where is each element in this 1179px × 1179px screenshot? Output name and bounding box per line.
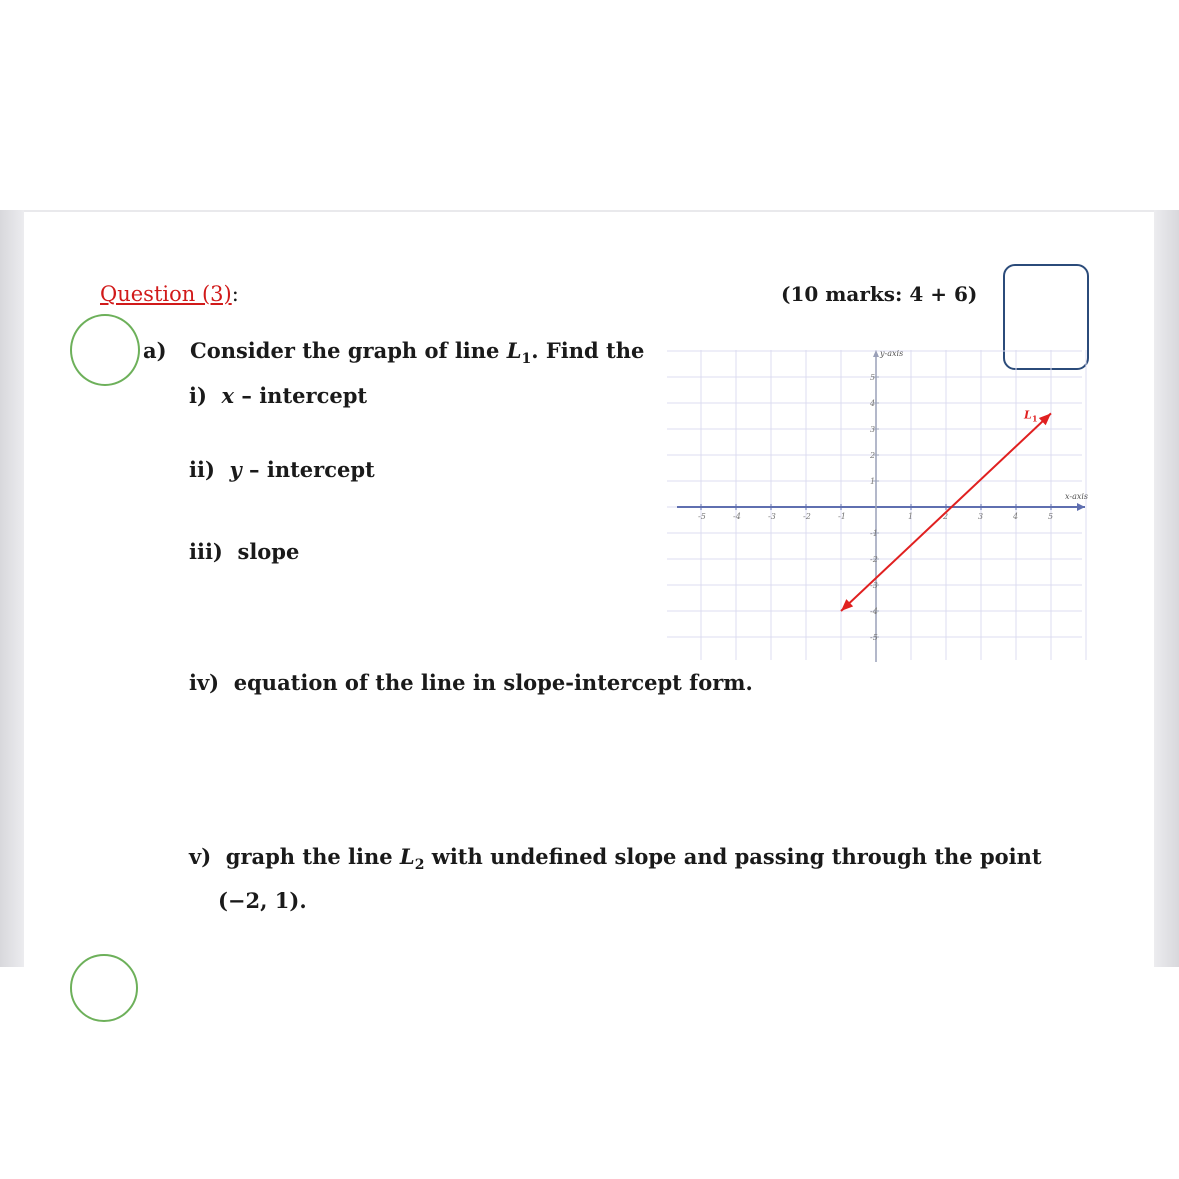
x-tick-label: 1 — [908, 512, 914, 521]
item-graph-l2-point: (−2, 1). — [218, 888, 307, 913]
page-shadow-left — [0, 210, 24, 967]
y-tick-label: -3 — [870, 581, 878, 590]
page-shadow-right — [1154, 210, 1179, 967]
question-title: Question (3): — [100, 282, 239, 306]
item-slope: iii) slope — [189, 539, 300, 564]
y-axis-label: y-axis — [880, 349, 904, 358]
item-graph-l2: v) graph the line $L_2$ with undefined slope and passing through the point — [189, 844, 1042, 874]
x-tick-label: -1 — [838, 512, 846, 521]
x-tick-label: 3 — [978, 512, 984, 521]
y-tick-label: 4 — [870, 399, 876, 408]
part-a-intro: Consider the graph of line $L_1$. Find the — [190, 338, 645, 368]
y-tick-label: -2 — [870, 555, 878, 564]
x-tick-label: 5 — [1048, 512, 1054, 521]
x-tick-label: -3 — [768, 512, 776, 521]
x-axis-arrow — [1077, 503, 1085, 511]
line-l1-label: L — [1024, 408, 1032, 422]
coordinate-graph — [667, 342, 1097, 667]
part-a-label: a) — [143, 338, 167, 363]
line-l1-label-sub: 1 — [1032, 413, 1038, 424]
x-tick-label: -4 — [733, 512, 741, 521]
x-tick-label: 4 — [1013, 512, 1019, 521]
item-y-intercept: ii) y – intercept — [189, 457, 375, 482]
x-tick-label: -5 — [698, 512, 706, 521]
y-tick-label: 2 — [870, 451, 876, 460]
y-tick-label: 1 — [870, 477, 876, 486]
y-tick-label: 3 — [870, 425, 876, 434]
marks-label: (10 marks: 4 + 6) — [781, 282, 978, 306]
x-axis-label: x-axis — [1065, 492, 1089, 501]
x-tick-label: -2 — [803, 512, 811, 521]
x-tick-label: 2 — [943, 512, 949, 521]
y-tick-label: -1 — [870, 529, 878, 538]
annotation-circle-b — [70, 954, 138, 1022]
y-tick-label: 5 — [870, 373, 876, 382]
item-x-intercept: i) x – intercept — [189, 383, 368, 408]
item-equation: iv) equation of the line in slope-intercept form. — [189, 670, 753, 695]
y-tick-label: -5 — [870, 633, 878, 642]
annotation-circle-a — [70, 314, 140, 386]
y-tick-label: -4 — [870, 607, 878, 616]
